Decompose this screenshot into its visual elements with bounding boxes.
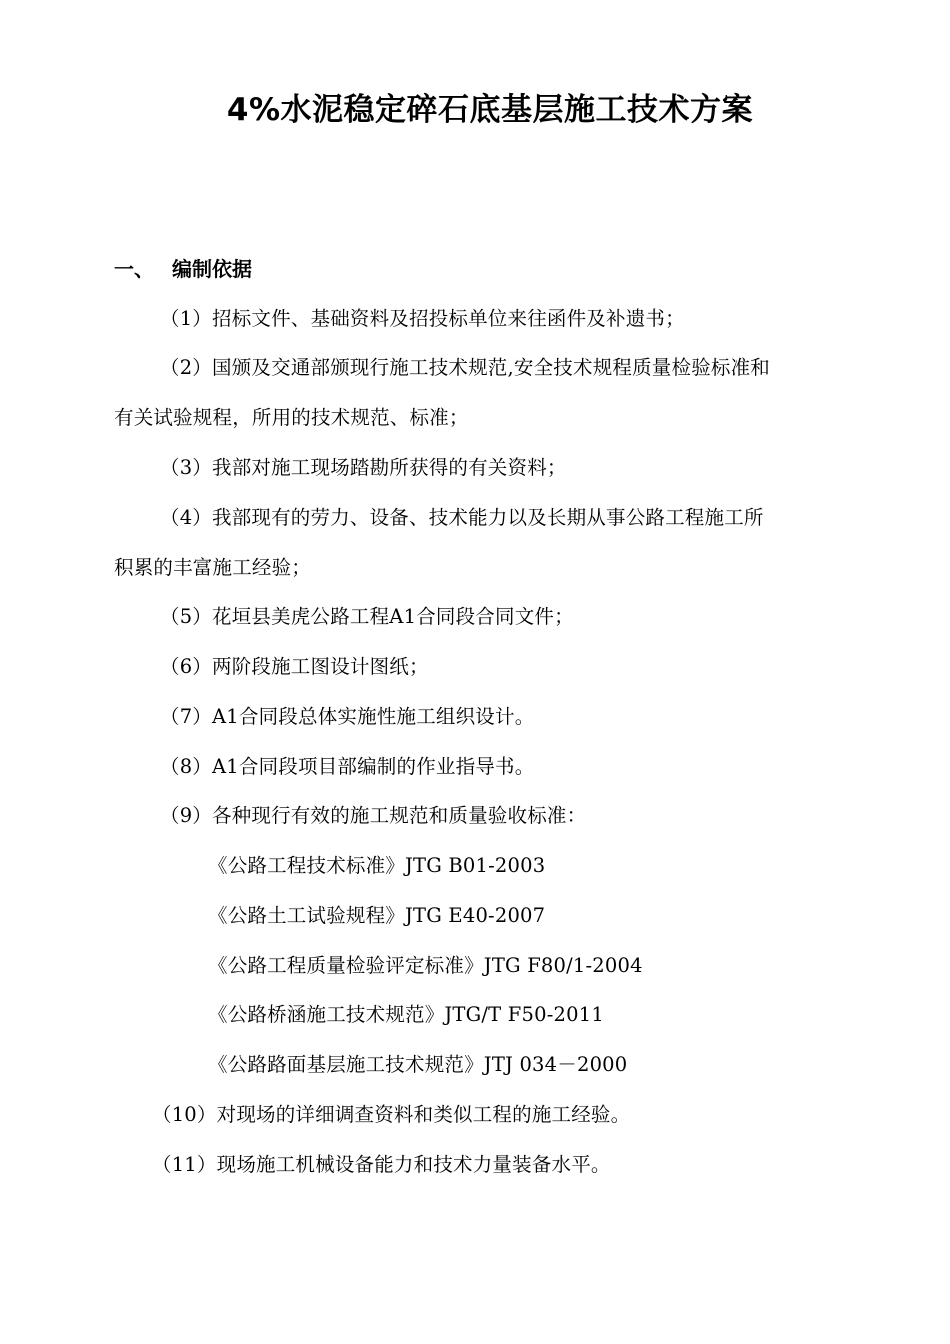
standard-item: 《公路路面基层施工技术规范》JTJ 034－2000 [208,1053,628,1076]
standard-item: 《公路工程技术标准》JTG B01-2003 [208,854,546,877]
basis-item-3: （3）我部对施工现场踏勘所获得的有关资料； [160,456,567,479]
basis-item-4: （4）我部现有的劳力、设备、技术能力以及长期从事公路工程施工所 [160,506,764,529]
basis-item-7: （7）A1合同段总体实施性施工组织设计。 [160,705,535,728]
document-title: 4%水泥稳定碎石底基层施工技术方案 [226,92,754,128]
basis-item-2-cont: 有关试验规程，所用的技术规范、标准； [114,406,469,429]
basis-item-5: （5）花垣县美虎公路工程A1合同段合同文件； [160,605,574,628]
standard-item: 《公路桥涵施工技术规范》JTG/T F50-2011 [208,1003,604,1026]
section-heading [114,254,252,284]
basis-item-11: （11）现场施工机械设备能力和技术力量装备水平。 [152,1153,611,1176]
section-number: 一、 [114,257,154,281]
section-title: 编制依据 [172,257,252,281]
basis-item-9: （9）各种现行有效的施工规范和质量验收标准： [160,804,587,827]
basis-item-2: （2）国颁及交通部颁现行施工技术规范,安全技术规程质量检验标准和 [160,356,771,379]
basis-item-10: （10）对现场的详细调查资料和类似工程的施工经验。 [152,1103,631,1126]
basis-item-1: （1）招标文件、基础资料及招投标单位来往函件及补遗书； [160,307,685,330]
standard-item: 《公路工程质量检验评定标准》JTG F80/1-2004 [208,954,643,977]
basis-item-4-cont: 积累的丰富施工经验； [114,556,312,579]
standard-item: 《公路土工试验规程》JTG E40-2007 [208,904,546,927]
basis-item-6: （6）两阶段施工图设计图纸； [160,655,429,678]
basis-item-8: （8）A1合同段项目部编制的作业指导书。 [160,755,535,778]
